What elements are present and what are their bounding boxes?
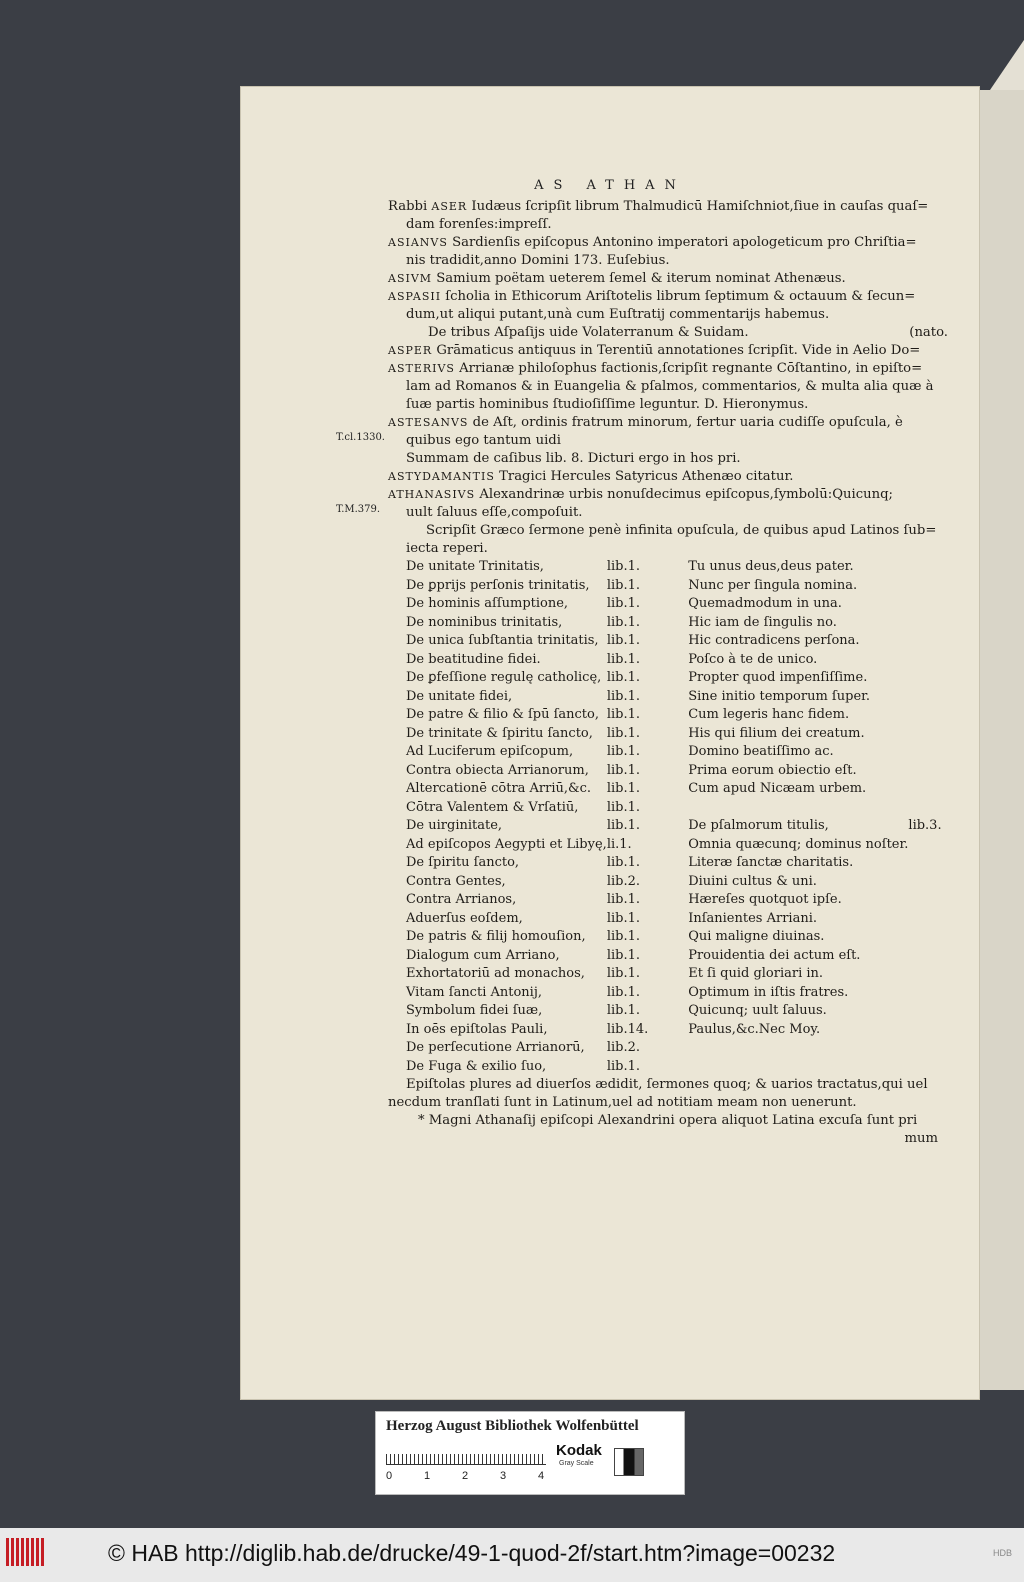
work-title: De nominibus trinitatis, [406, 614, 563, 630]
incipit [688, 1058, 908, 1077]
work-row [406, 614, 948, 633]
incipit: Prouidentia dei actum eſt. [688, 947, 861, 963]
work-title: Contra Gentes, [406, 873, 506, 889]
work-books: lib.2. [606, 873, 640, 889]
work-title: Symbolum fidei ſuæ, [406, 1003, 543, 1018]
incipit [688, 799, 908, 818]
closing-paragraph: Epiſtolas plures ad diuerſos ædidit, ſermones quoq; & uarios tractatus,qui uel necdum tranſlati ſunt in Latinum,uel ad notitiam meam non uenerunt. * Magni Athanaſij epiſcopi Alexandrini opera aliquot Latina excuſa ſunt pri [388, 1077, 928, 1128]
margin-note-astesanus: T.cl.1330. [336, 432, 385, 443]
work-title: De unitate Trinitatis, [406, 559, 544, 574]
ruler-tick-4: 4 [538, 1470, 545, 1482]
incipit: Propter quod impenſiſſime. [688, 670, 868, 685]
work-books: lib.1. [606, 762, 640, 778]
entry-aspasii-note: De tribus Aſpaſijs uide Volaterranum & Suidam. (nato. [428, 325, 948, 340]
extra-books [908, 984, 948, 1003]
extra-books [908, 651, 948, 670]
nato-fragment: (nato. [909, 325, 948, 340]
work-books: lib.1. [606, 559, 640, 574]
gray-swatch [614, 1448, 644, 1476]
work-row [406, 669, 948, 688]
work-row [406, 762, 948, 781]
work-row [406, 1058, 948, 1077]
extra-books [908, 632, 948, 651]
work-row [406, 651, 948, 670]
work-books: lib.1. [606, 781, 640, 796]
scale-ruler [386, 1444, 546, 1465]
work-row [406, 632, 948, 651]
extra-books [908, 669, 948, 688]
extra-books [908, 780, 948, 799]
work-row [406, 1039, 948, 1058]
page-text [388, 198, 948, 1148]
extra-books [908, 762, 948, 781]
work-books: lib.1. [606, 1058, 640, 1074]
work-row [406, 558, 948, 577]
work-row [406, 743, 948, 762]
extra-books [908, 558, 948, 577]
entry-astydamantis: ASTYDAMANTIS Tragici Hercules Satyricus Athenæo citatur. [388, 469, 794, 484]
extra-books [908, 1058, 948, 1077]
incipit: Quicunq; uult ſaluus. [688, 1003, 827, 1018]
entry-asterius: ASTERIVS Arrianæ philoſophus factionis,ſcripſit regnante Cōſtantino, in epiſto= lam ad Romanos & in Euangelia & pſalmos, commentarios, & multa alia quæ à ſuæ partis hominibus ſtudioſiſſime leguntur. D. Hieronymus. [388, 361, 934, 412]
extra-books [908, 947, 948, 966]
works-table [406, 558, 948, 1076]
work-row [406, 947, 948, 966]
work-title: Ad epiſcopos Aegypti et Libyę, [406, 836, 607, 852]
footer-bar [0, 1528, 1024, 1582]
athanasius-note: Scripſit Græco ſermone penè infinita opuſcula, de quibus apud Latinos ſub= iecta reperi. [406, 523, 937, 556]
work-title: De uirginitate, [406, 818, 503, 833]
incipit: Qui maligne diuinas. [688, 929, 825, 944]
work-title: De hominis aſſumptione, [406, 596, 569, 611]
incipit: Et ſi quid gloriari in. [688, 966, 824, 981]
footer-mark: HDB [992, 1548, 1012, 1558]
incipit: Hæreſes quotquot ipſe. [688, 892, 842, 907]
kodak-logo: Kodak [556, 1442, 602, 1459]
work-row [406, 854, 948, 873]
incipit: Diuini cultus & uni. [688, 873, 817, 889]
extra-books [908, 1002, 948, 1021]
incipit [688, 1039, 908, 1058]
incipit: Hic iam de ſingulis no. [688, 614, 837, 630]
incipit: Domino beatiſſimo ac. [688, 744, 834, 759]
work-title: Exhortatoriū ad monachos, [406, 966, 585, 981]
catchword: mum [904, 1131, 938, 1146]
work-books: lib.1. [606, 744, 640, 759]
work-books: lib.1. [606, 633, 640, 648]
extra-books [908, 1039, 948, 1058]
incipit: His qui filium dei creatum. [688, 725, 865, 741]
entry-aspasii: ASPASII ſcholia in Ethicorum Ariſtotelis librum ſeptimum & octauum & ſecun= dum,ut aliqui putant,unà cum Euſtratij commentarijs habemus. [388, 289, 916, 322]
extra-books [908, 614, 948, 633]
work-books: lib.1. [606, 670, 640, 685]
work-row [406, 1002, 948, 1021]
work-books: lib.1. [606, 929, 640, 944]
work-row [406, 873, 948, 892]
incipit: De pſalmorum titulis, [688, 818, 829, 833]
work-title: De patris & filij homouſion, [406, 929, 586, 944]
work-title: Cōtra Valentem & Vrſatiū, [406, 799, 579, 815]
work-books: lib.1. [606, 725, 640, 741]
work-books: li.1. [606, 836, 632, 852]
extra-books [908, 743, 948, 762]
incipit: Tu unus deus,deus pater. [688, 559, 854, 574]
entry-aser: Rabbi ASER Iudæus ſcripſit librum Thalmudicū Hamiſchniot,ſiue in cauſas quaſ= dam forenſes:impreſſ. [388, 199, 929, 232]
work-books: lib.1. [606, 818, 640, 833]
work-title: Vitam ſancti Antonij, [406, 984, 542, 1000]
work-row [406, 1021, 948, 1040]
entry-asper: ASPER Grāmaticus antiquus in Terentiū annotationes ſcripſit. Vide in Aelio Do= [388, 343, 921, 358]
work-books: lib.1. [606, 892, 640, 907]
work-row [406, 817, 948, 836]
ruler-tick-3: 3 [500, 1470, 507, 1482]
work-title: De unitate fidei, [406, 688, 513, 704]
work-title: De Fuga & exilio ſuo, [406, 1058, 547, 1074]
work-title: Ad Luciferum epiſcopum, [406, 744, 574, 759]
ruler-tick-0: 0 [386, 1470, 393, 1482]
extra-books [908, 873, 948, 892]
running-header: AS ATHAN [534, 178, 686, 193]
work-title: De ꝑprijs perſonis trinitatis, [406, 577, 590, 593]
extra-books: lib.3. [908, 818, 942, 833]
work-title: De trinitate & ſpiritu ſancto, [406, 725, 593, 741]
work-row [406, 836, 948, 855]
work-title: In oēs epiſtolas Pauli, [406, 1021, 548, 1037]
incipit: Cum legeris hanc fidem. [688, 707, 850, 722]
incipit: Optimum in iſtis fratres. [688, 984, 849, 1000]
incipit: Sine initio temporum ſuper. [688, 688, 871, 704]
incipit: Inſanientes Arriani. [688, 910, 817, 926]
gray-scale-label: Gray Scale [559, 1460, 594, 1467]
work-books: lib.1. [606, 855, 640, 870]
ruler-tick-1: 1 [424, 1470, 431, 1482]
incipit: Cum apud Nicæam urbem. [688, 781, 867, 796]
extra-books [908, 595, 948, 614]
scanned-page [240, 86, 980, 1400]
margin-note-athanasius: T.M.379. [336, 504, 381, 515]
work-row [406, 910, 948, 929]
extra-books [908, 910, 948, 929]
hab-logo-icon [6, 1538, 46, 1566]
extra-books [908, 965, 948, 984]
ruler-tick-2: 2 [462, 1470, 469, 1482]
incipit: Literæ ſanctæ charitatis. [688, 855, 854, 870]
work-row [406, 595, 948, 614]
work-books: lib.1. [606, 984, 640, 1000]
incipit: Omnia quæcunq; dominus noſter. [688, 836, 909, 852]
work-title: De ſpiritu ſancto, [406, 855, 520, 870]
incipit: Nunc per ſingula nomina. [688, 577, 858, 593]
work-row [406, 725, 948, 744]
work-title: De beatitudine fidei. [406, 651, 541, 667]
extra-books [908, 688, 948, 707]
work-title: De unica ſubſtantia trinitatis, [406, 633, 599, 648]
work-books: lib.1. [606, 614, 640, 630]
incipit: Hic contradicens perſona. [688, 633, 860, 648]
work-books: lib.1. [606, 966, 640, 981]
incipit: Quemadmodum in una. [688, 596, 842, 611]
incipit: Paulus,&c.Nec Moy. [688, 1021, 821, 1037]
work-title: De ꝑfeſſione regulę catholicę, [406, 670, 602, 685]
incipit: Poſco à te de unico. [688, 651, 818, 667]
work-row [406, 928, 948, 947]
extra-books [908, 577, 948, 596]
copyright-url[interactable]: © HAB http://diglib.hab.de/drucke/49-1-quod-2f/start.htm?image=00232 [108, 1540, 836, 1566]
work-row [406, 984, 948, 1003]
work-title: De patre & filio & ſpū ſancto, [406, 707, 599, 722]
work-books: lib.1. [606, 947, 640, 963]
extra-books [908, 928, 948, 947]
extra-books [908, 1021, 948, 1040]
work-books: lib.1. [606, 707, 640, 722]
library-name: Herzog August Bibliothek Wolfenbüttel [386, 1418, 639, 1434]
entry-astesanus: ASTESANVS de Aſt, ordinis fratrum minorum, fertur uaria cudiſſe opuſcula, è quibus ego tantum uidi Summam de caſibus lib. 8. Dicturi ergo in hos pri. [388, 415, 903, 466]
work-title: Dialogum cum Arriano, [406, 947, 560, 963]
extra-books [908, 836, 948, 855]
entry-athanasius: ATHANASIVS Alexandrinæ urbis nonuſdecimus epiſcopus,ſymbolū:Quicunq; uult ſaluus eſſe,compoſuit. [388, 487, 893, 520]
color-card [376, 1412, 684, 1494]
work-books: lib.1. [606, 688, 640, 704]
work-title: Contra obiecta Arrianorum, [406, 762, 589, 778]
work-row [406, 706, 948, 725]
work-books: lib.14. [606, 1021, 649, 1037]
work-books: lib.1. [606, 1003, 640, 1018]
work-row [406, 688, 948, 707]
work-title: Altercationē cōtra Arriū,&c. [406, 781, 592, 796]
next-page-edge [980, 90, 1024, 1390]
entry-asium: ASIVM Samium poëtam ueterem ſemel & iterum nominat Athenæus. [388, 271, 846, 286]
extra-books [908, 854, 948, 873]
entry-asianus: ASIANVS Sardienſis epiſcopus Antonino imperatori apologeticum pro Chriſtia= nis tradidit,anno Domini 173. Euſebius. [388, 235, 917, 268]
page-fold [990, 40, 1024, 90]
work-row [406, 891, 948, 910]
work-books: lib.1. [606, 651, 640, 667]
incipit: Prima eorum obiectio eſt. [688, 762, 857, 778]
work-title: De perſecutione Arrianorū, [406, 1040, 585, 1055]
work-books: lib.2. [606, 1040, 640, 1055]
extra-books [908, 799, 948, 818]
work-books: lib.1. [606, 799, 640, 815]
extra-books [908, 891, 948, 910]
work-row [406, 577, 948, 596]
work-title: Contra Arrianos, [406, 892, 517, 907]
work-row [406, 780, 948, 799]
extra-books [908, 725, 948, 744]
extra-books [908, 706, 948, 725]
work-row [406, 965, 948, 984]
work-books: lib.1. [606, 577, 640, 593]
work-books: lib.1. [606, 596, 640, 611]
work-row [406, 799, 948, 818]
work-books: lib.1. [606, 910, 640, 926]
work-title: Aduerſus eoſdem, [406, 910, 523, 926]
